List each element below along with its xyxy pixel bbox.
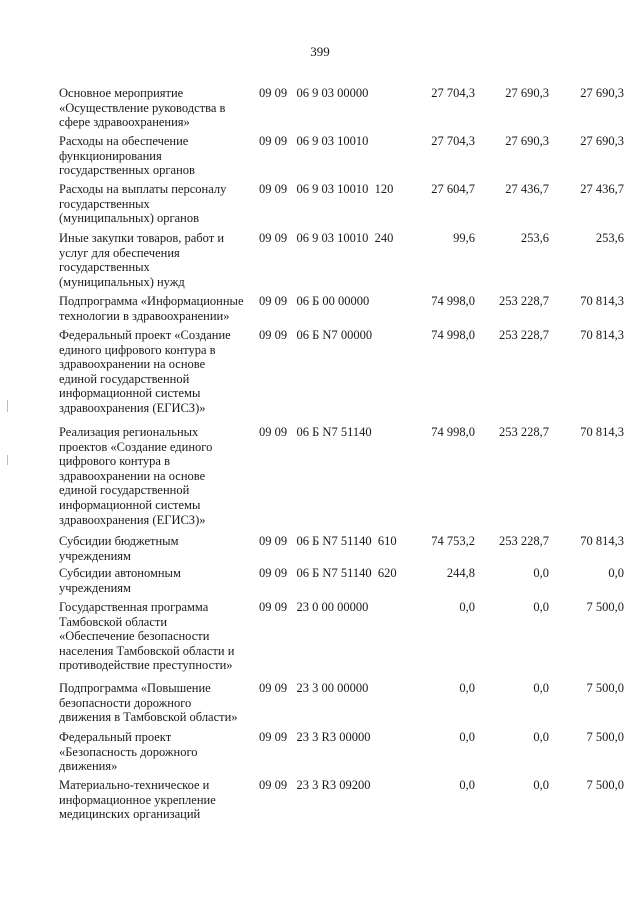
- row-code: 09 09 06 Б N7 51140 620: [259, 566, 397, 580]
- row-value-1: 0,0: [459, 600, 475, 614]
- row-name: Субсидии автономным учреждениям: [59, 566, 181, 595]
- row-name: Федеральный проект «Безопасность дорожного движения»: [59, 730, 198, 774]
- row-value-3: 0,0: [608, 566, 624, 580]
- row-code: 09 09 06 Б N7 51140 610: [259, 534, 397, 548]
- row-value-3: 253,6: [595, 231, 624, 245]
- row-value-1: 0,0: [459, 681, 475, 695]
- row-name: Материально-техническое и информационное укрепление медицинских организаций: [59, 778, 216, 822]
- row-value-3: 27 690,3: [580, 134, 624, 148]
- row-code: 09 09 23 0 00 00000: [259, 600, 369, 614]
- row-value-1: 244,8: [446, 566, 475, 580]
- row-value-1: 27 604,7: [431, 182, 475, 196]
- row-value-2: 0,0: [533, 566, 549, 580]
- row-value-2: 0,0: [533, 730, 549, 744]
- row-name: Субсидии бюджетным учреждениям: [59, 534, 179, 563]
- row-value-1: 27 704,3: [431, 134, 475, 148]
- row-code: 09 09 23 3 R3 00000: [259, 730, 371, 744]
- row-value-2: 0,0: [533, 778, 549, 792]
- row-value-2: 253 228,7: [499, 294, 549, 308]
- row-value-3: 70 814,3: [580, 294, 624, 308]
- row-value-2: 253 228,7: [499, 534, 549, 548]
- row-value-3: 7 500,0: [586, 600, 624, 614]
- row-value-2: 27 690,3: [505, 134, 549, 148]
- row-value-3: 70 814,3: [580, 425, 624, 439]
- row-code: 09 09 06 9 03 00000: [259, 86, 369, 100]
- row-value-1: 74 753,2: [431, 534, 475, 548]
- row-code: 09 09 06 9 03 10010: [259, 134, 369, 148]
- row-value-1: 74 998,0: [431, 294, 475, 308]
- row-name: Основное мероприятие «Осуществление руководства в сфере здравоохранения»: [59, 86, 226, 130]
- row-name: Подпрограмма «Повышение безопасности дорожного движения в Тамбовской области»: [59, 681, 238, 725]
- row-name: Подпрограмма «Информационные технологии в здравоохранении»: [59, 294, 244, 323]
- row-value-2: 27 690,3: [505, 86, 549, 100]
- row-name: Иные закупки товаров, работ и услуг для обеспечения государственных (муниципальных) нужд: [59, 231, 225, 289]
- row-value-2: 253,6: [520, 231, 549, 245]
- row-name: Федеральный проект «Создание единого цифрового контура в здравоохранении на основе единой государственной информационной системы здравоохранения (ЕГИСЗ)»: [59, 328, 231, 415]
- row-value-3: 27 690,3: [580, 86, 624, 100]
- row-value-1: 0,0: [459, 778, 475, 792]
- row-code: 09 09 06 9 03 10010 240: [259, 231, 394, 245]
- margin-scan-mark: [7, 455, 8, 465]
- row-value-3: 7 500,0: [586, 681, 624, 695]
- row-code: 09 09 06 Б N7 00000: [259, 328, 373, 342]
- row-code: 09 09 23 3 00 00000: [259, 681, 369, 695]
- row-value-2: 27 436,7: [505, 182, 549, 196]
- row-value-1: 74 998,0: [431, 425, 475, 439]
- row-name: Расходы на выплаты персоналу государственных (муниципальных) органов: [59, 182, 227, 226]
- page-number: 399: [310, 44, 330, 59]
- row-value-1: 27 704,3: [431, 86, 475, 100]
- row-value-2: 0,0: [533, 681, 549, 695]
- row-value-3: 70 814,3: [580, 328, 624, 342]
- row-value-3: 7 500,0: [586, 778, 624, 792]
- row-code: 09 09 06 Б 00 00000: [259, 294, 370, 308]
- row-value-3: 7 500,0: [586, 730, 624, 744]
- row-code: 09 09 06 Б N7 51140: [259, 425, 372, 439]
- row-value-1: 0,0: [459, 730, 475, 744]
- row-name: Реализация региональных проектов «Создание единого цифрового контура в здравоохранении на основе единой государственной информационной системы здравоохранения (ЕГИСЗ)»: [59, 425, 213, 527]
- row-value-3: 27 436,7: [580, 182, 624, 196]
- row-code: 09 09 23 3 R3 09200: [259, 778, 371, 792]
- row-value-2: 253 228,7: [499, 425, 549, 439]
- row-value-1: 74 998,0: [431, 328, 475, 342]
- row-value-1: 99,6: [453, 231, 475, 245]
- row-value-3: 70 814,3: [580, 534, 624, 548]
- row-name: Расходы на обеспечение функционирования государственных органов: [59, 134, 195, 178]
- row-value-2: 253 228,7: [499, 328, 549, 342]
- row-name: Государственная программа Тамбовской области «Обеспечение безопасности населения Тамбовской области и противодействие преступности»: [59, 600, 235, 673]
- margin-scan-mark: [7, 400, 8, 412]
- row-code: 09 09 06 9 03 10010 120: [259, 182, 394, 196]
- row-value-2: 0,0: [533, 600, 549, 614]
